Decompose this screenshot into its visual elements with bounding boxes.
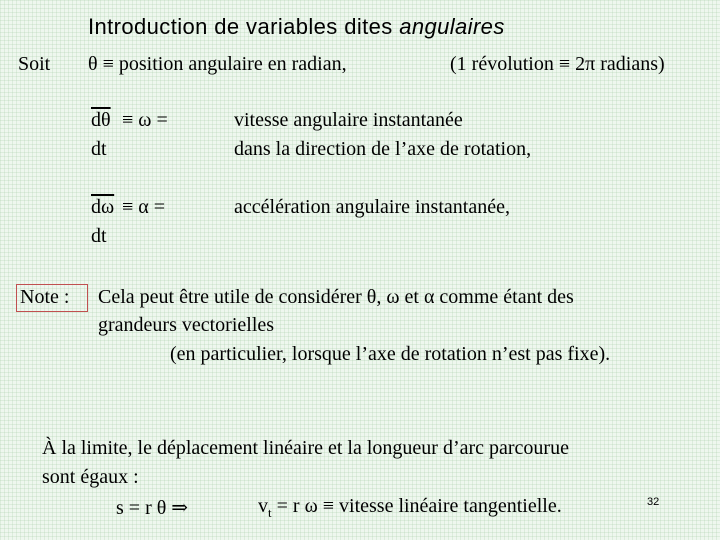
omega-desc-line2: dans la direction de l’axe de rotation,	[234, 138, 532, 160]
limit-formula	[258, 495, 562, 521]
note-line3: (en particulier, lorsque l’axe de rotation n’est pas fixe).	[170, 343, 611, 365]
alpha-denominator: dt	[91, 225, 107, 247]
theta-definition: θ ≡ position angulaire en radian,	[88, 53, 347, 75]
title-italic: angulaires	[399, 14, 505, 39]
slide-title	[88, 14, 505, 40]
limit-line1: À la limite, le déplacement linéaire et la longueur d’arc parcourue	[42, 437, 569, 459]
tangential-subscript: t	[268, 505, 272, 520]
velocity-symbol: v	[258, 495, 268, 517]
omega-desc-line1: vitesse angulaire instantanée	[234, 109, 463, 131]
note-line2: grandeurs vectorielles	[98, 314, 275, 336]
alpha-equiv: ≡ α =	[122, 196, 166, 218]
alpha-desc-line1: accélération angulaire instantanée,	[234, 196, 510, 218]
page-number: 32	[647, 496, 660, 508]
limit-line2: sont égaux :	[42, 466, 139, 488]
limit-formula-left: s = r θ ⇒	[116, 497, 189, 519]
note-label: Note :	[20, 286, 70, 308]
title-main: Introduction de variables dites	[88, 14, 400, 39]
omega-denominator: dt	[91, 138, 107, 160]
alpha-numerator: $\overline{d\omega}$	[91, 196, 115, 218]
omega-equiv: ≡ ω =	[122, 109, 168, 131]
limit-formula-right: = r ω ≡ vitesse linéaire tangentielle.	[271, 495, 562, 517]
note-line1: Cela peut être utile de considérer θ, ω et α comme étant des	[98, 286, 574, 308]
soit-label: Soit	[18, 53, 51, 75]
omega-numerator: $\overline{d\theta}$	[91, 109, 111, 131]
revolution-aside: (1 révolution ≡ 2π radians)	[450, 53, 665, 75]
